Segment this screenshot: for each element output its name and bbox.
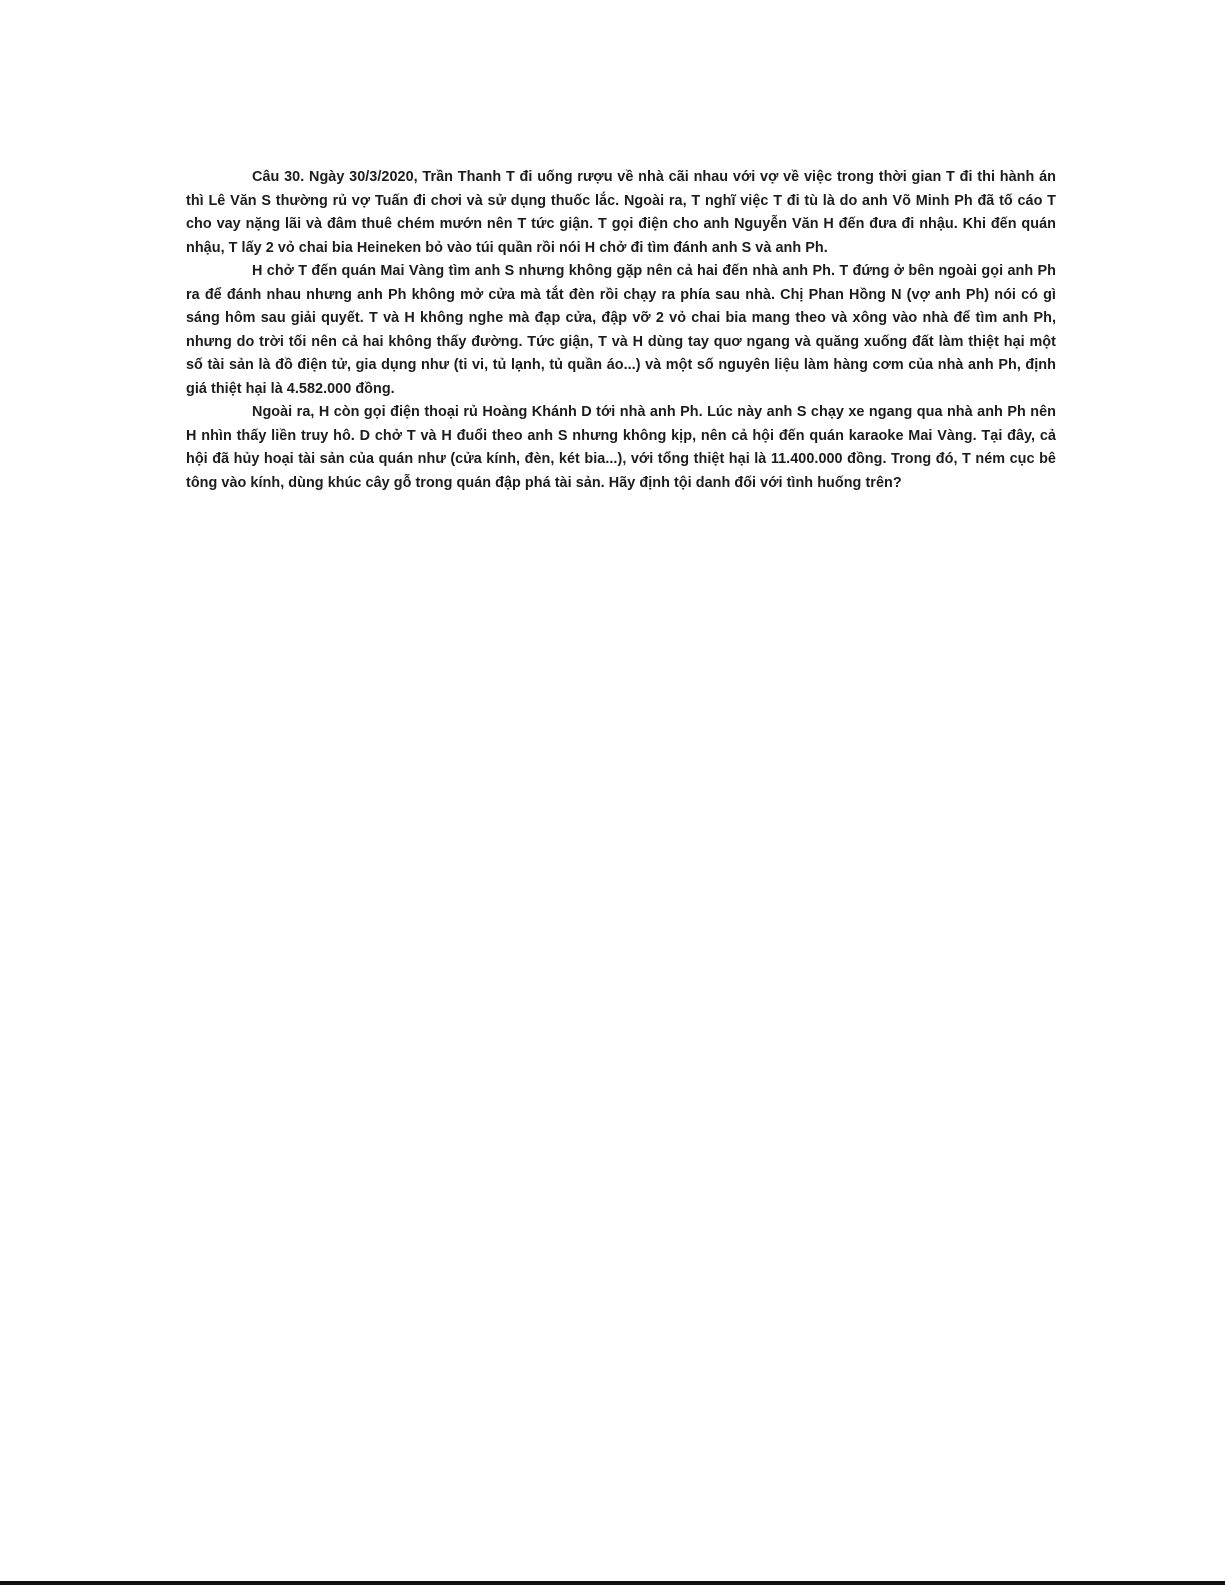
document-body — [186, 166, 1056, 495]
paragraph-1: Câu 30. Ngày 30/3/2020, Trần Thanh T đi uống rượu về nhà cãi nhau với vợ về việc trong thời gian T đi thi hành án thì Lê Văn S thường rủ vợ Tuấn đi chơi và sử dụng thuốc lắc. Ngoài ra, T nghĩ việc T đi tù là do anh Võ Minh Ph đã tố cáo T cho vay nặng lãi và đâm thuê chém mướn nên T tức giận. T gọi điện cho anh Nguyễn Văn H đến đưa đi nhậu. Khi đến quán nhậu, T lấy 2 vỏ chai bia Heineken bỏ vào túi quần rồi nói H chở đi tìm đánh anh S và anh Ph. — [186, 169, 1056, 256]
bottom-border-line — [0, 1581, 1225, 1585]
paragraph-3: Ngoài ra, H còn gọi điện thoại rủ Hoàng Khánh D tới nhà anh Ph. Lúc này anh S chạy xe ngang qua nhà anh Ph nên H nhìn thấy liền truy hô. D chở T và H đuổi theo anh S nhưng không kịp, nên cả hội đến quán karaoke Mai Vàng. Tại đây, cả hội đã hủy hoại tài sản của quán như (cửa kính, đèn, két bia...), với tổng thiệt hại là 11.400.000 đồng. Trong đó, T ném cục bê tông vào kính, dùng khúc cây gỗ trong quán đập phá tài sản. Hãy định tội danh đối với tình huống trên? — [186, 404, 1056, 491]
paragraph-2: H chở T đến quán Mai Vàng tìm anh S nhưng không gặp nên cả hai đến nhà anh Ph. T đứng ở bên ngoài gọi anh Ph ra để đánh nhau nhưng anh Ph không mở cửa mà tắt đèn rồi chạy ra phía sau nhà. Chị Phan Hồng N (vợ anh Ph) nói có gì sáng hôm sau giải quyết. T và H không nghe mà đạp cửa, đập vỡ 2 vỏ chai bia mang theo và xông vào nhà để tìm anh Ph, nhưng do trời tối nên cả hai không thấy đường. Tức giận, T và H dùng tay quơ ngang và quăng xuống đất làm thiệt hại một số tài sản là đồ điện tử, gia dụng như (ti vi, tủ lạnh, tủ quần áo...) và một số nguyên liệu làm hàng cơm của nhà anh Ph, định giá thiệt hại là 4.582.000 đồng. — [186, 263, 1056, 397]
